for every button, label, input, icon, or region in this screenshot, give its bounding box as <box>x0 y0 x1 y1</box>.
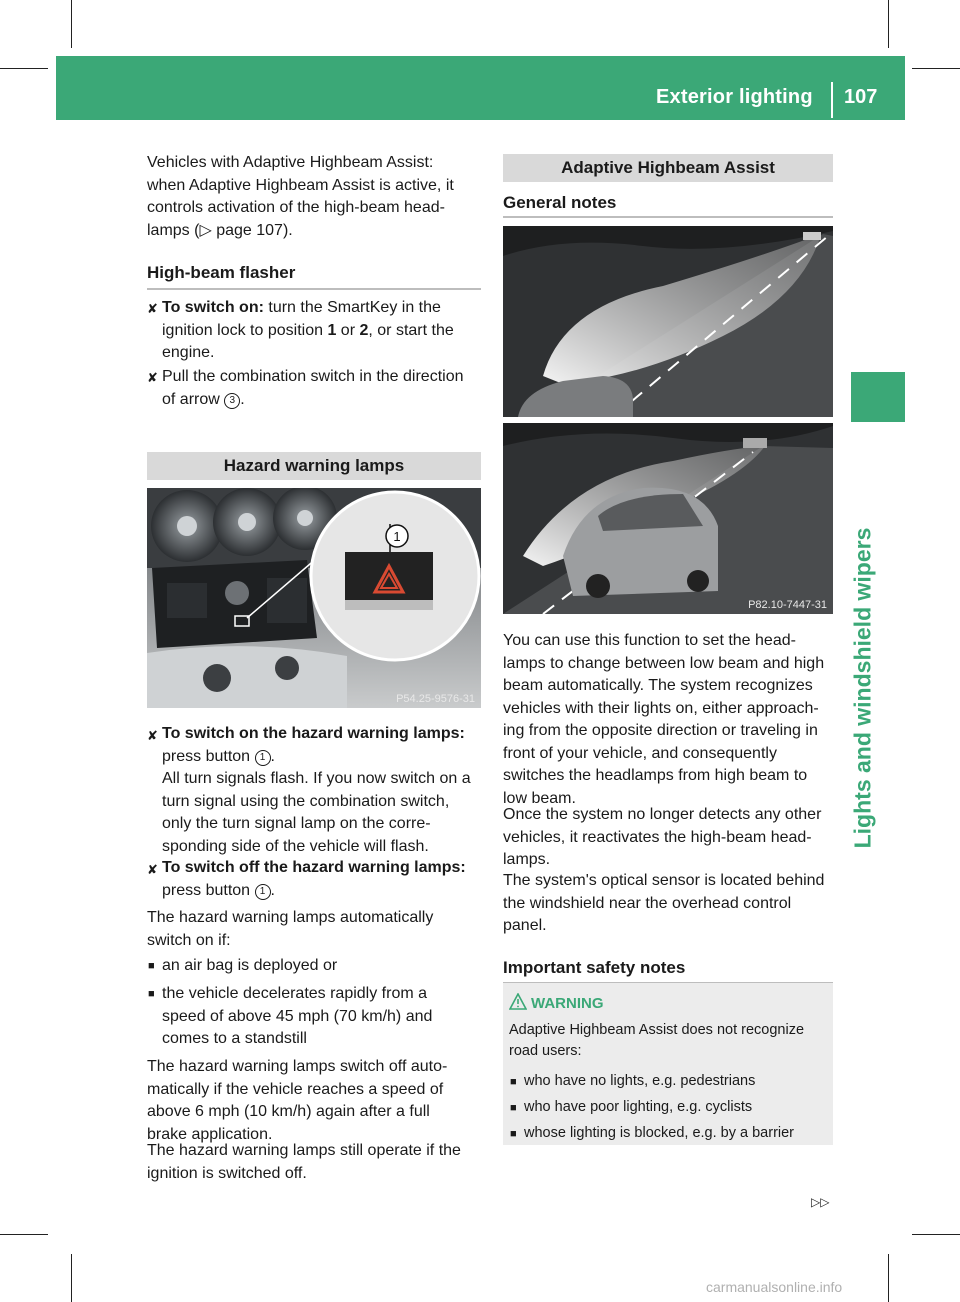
section-title: Exterior lighting <box>656 86 813 108</box>
flasher-step-2: Pull the combination switch in the direction of arrow 3 . <box>162 368 464 408</box>
general-notes-para-2: Once the system no longer detects any other vehicles, it reactivates the high-beam head- lamps. <box>503 806 822 868</box>
heading-rule <box>503 216 833 218</box>
warning-intro: Adaptive Highbeam Assist does not recognize road users: <box>509 1022 805 1059</box>
callout-1-label: 1 <box>393 529 401 544</box>
intro-paragraph: Vehicles with Adaptive Highbeam Assist: when Adaptive Highbeam Assist is active, it controls activation of the high-beam head- lamps (▷ page 107). <box>147 154 454 239</box>
general-notes-para-1: You can use this function to set the head- lamps to change between low beam and high beam automatically. The system recognizes vehicles with their lights on, either approach- ing from the opposite direction or traveling in front of your vehicle, and consequently switches the headlamps from high beam to low beam. <box>503 632 825 807</box>
side-tab-label: Lights and windshield wipers <box>849 527 876 849</box>
crop-mark <box>912 68 960 69</box>
continue-icon: ▷▷ <box>811 1195 830 1209</box>
auto-switch-intro: The hazard warning lamps automatically switch on if: <box>147 909 434 949</box>
step-arrow-icon: ✘ <box>147 862 158 877</box>
crop-mark <box>0 1234 48 1235</box>
figure-code: P82.10-7447-31 <box>748 599 827 611</box>
flasher-step-1: To switch on: turn the SmartKey in the ignition lock to position 1 or 2, or start the engine. <box>162 299 454 361</box>
figure-code: P54.25-9576-31 <box>396 693 475 705</box>
callout-1-icon: 1 <box>255 750 271 766</box>
warning-item: whose lighting is blocked, e.g. by a barrier <box>524 1125 795 1141</box>
crop-mark <box>0 68 48 69</box>
bullet-icon: ■ <box>510 1102 517 1114</box>
general-notes-para-3: The system's optical sensor is located behind the windshield near the overhead control panel. <box>503 872 825 934</box>
crop-mark <box>888 1254 889 1302</box>
bullet-icon: ■ <box>148 960 155 972</box>
hazard-on-step: To switch on the hazard warning lamps: press button 1 . All turn signals flash. If you now switch on a turn signal using the combination switch, only the turn signal lamp on the corre- sponding side of the vehicle will flash. <box>162 725 471 855</box>
ahb-section-band: Adaptive Highbeam Assist <box>503 154 833 182</box>
list-item: the vehicle decelerates rapidly from a speed of above 45 mph (70 km/h) and comes to a standstill <box>162 985 433 1047</box>
watermark: carmanualsonline.info <box>706 1279 843 1295</box>
page-number: 107 <box>844 86 878 108</box>
side-tab-marker <box>851 372 905 422</box>
header-divider <box>831 82 833 118</box>
flasher-heading: High-beam flasher <box>147 263 296 282</box>
step-arrow-icon: ✘ <box>147 728 158 743</box>
highbeam-figure <box>503 226 833 614</box>
hazard-section-band: Hazard warning lamps <box>147 452 481 480</box>
bullet-icon: ■ <box>148 988 155 1000</box>
step-arrow-icon: ✘ <box>147 370 158 385</box>
crop-mark <box>912 1234 960 1235</box>
warning-title: WARNING <box>531 995 604 1012</box>
hazard-off-step: To switch off the hazard warning lamps: press button 1 . <box>162 859 466 899</box>
warning-item: who have poor lighting, e.g. cyclists <box>524 1099 753 1115</box>
bullet-icon: ■ <box>510 1076 517 1088</box>
step-arrow-icon: ✘ <box>147 301 158 316</box>
callout-1-icon: 1 <box>255 884 271 900</box>
general-notes-heading: General notes <box>503 193 617 212</box>
list-item: an air bag is deployed or <box>162 957 338 974</box>
still-operate-paragraph: The hazard warning lamps still operate if the ignition is switched off. <box>147 1142 461 1182</box>
hazard-switch-figure <box>147 488 481 708</box>
warning-icon <box>509 993 527 1010</box>
crop-mark <box>71 0 72 48</box>
auto-off-paragraph: The hazard warning lamps switch off auto- matically if the vehicle reaches a speed of above 6 mph (10 km/h) again after a full brake application. <box>147 1058 448 1143</box>
warning-item: who have no lights, e.g. pedestrians <box>524 1073 756 1089</box>
bullet-icon: ■ <box>510 1128 517 1140</box>
safety-heading: Important safety notes <box>503 958 686 977</box>
callout-3-icon: 3 <box>224 393 240 409</box>
heading-rule <box>147 288 481 290</box>
crop-mark <box>71 1254 72 1302</box>
crop-mark <box>888 0 889 48</box>
